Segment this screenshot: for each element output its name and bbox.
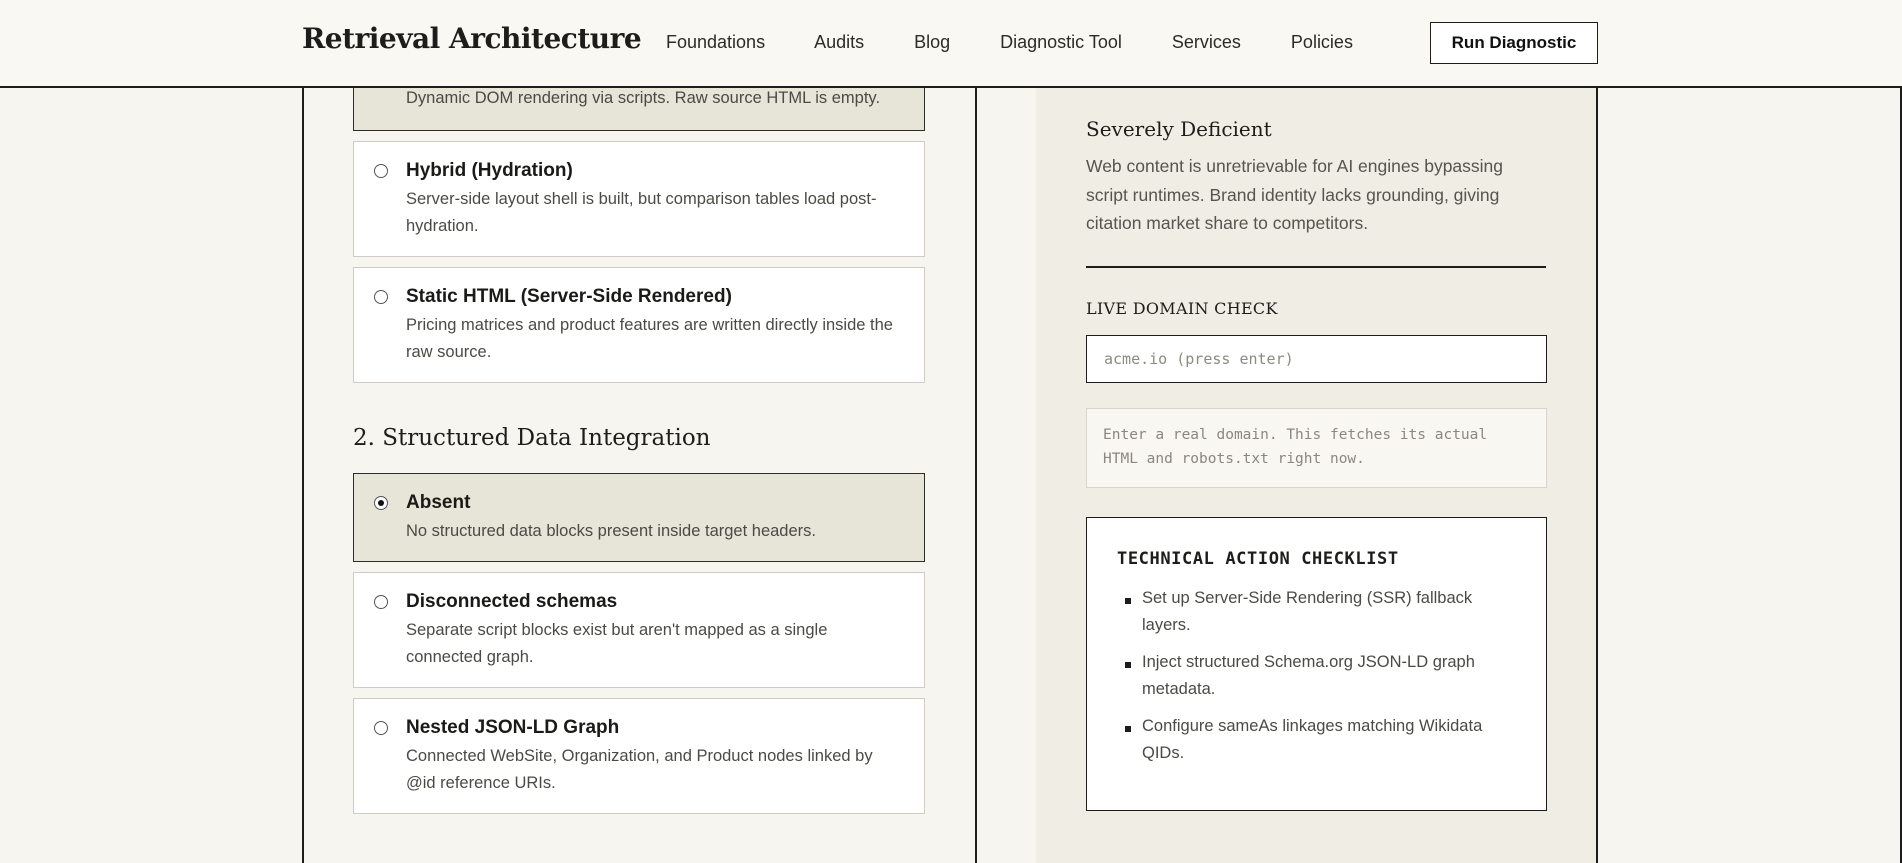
option-description: Server-side layout shell is built, but comparison tables load post-hydration. xyxy=(406,190,877,235)
nav-services[interactable]: Services xyxy=(1171,32,1241,52)
main-nav xyxy=(666,32,1403,53)
nav-audits[interactable]: Audits xyxy=(814,32,865,52)
nav-policies[interactable]: Policies xyxy=(1290,32,1353,52)
nav-foundations[interactable]: Foundations xyxy=(666,32,766,52)
option-title: Absent xyxy=(406,492,471,513)
option-description: Separate script blocks exist but aren't mapped as a single connected graph. xyxy=(406,621,828,666)
option-title: Hybrid (Hydration) xyxy=(406,160,573,181)
structured-option-disconnected[interactable] xyxy=(353,572,925,688)
structured-option-absent[interactable] xyxy=(353,473,925,562)
radio-button-selected[interactable] xyxy=(374,496,388,510)
technical-action-checklist xyxy=(1086,517,1547,811)
content-frame-right xyxy=(1596,88,1598,863)
radio-button[interactable] xyxy=(374,164,388,178)
option-description: Dynamic DOM rendering via scripts. Raw source HTML is empty. xyxy=(406,89,881,107)
structured-option-nested-graph[interactable] xyxy=(353,698,925,814)
rendering-option-static-html[interactable] xyxy=(353,267,925,383)
rendering-option-hybrid[interactable] xyxy=(353,141,925,257)
nav-blog[interactable]: Blog xyxy=(914,32,951,52)
option-description: Pricing matrices and product features are written directly inside the raw source. xyxy=(406,316,893,361)
status-title: Severely Deficient xyxy=(1086,117,1272,141)
nav-diagnostic-tool[interactable]: Diagnostic Tool xyxy=(1000,32,1122,52)
bullet-icon xyxy=(1125,662,1131,668)
brand-logo[interactable]: Retrieval Architecture xyxy=(302,22,642,55)
divider xyxy=(1086,266,1546,268)
option-title: Disconnected schemas xyxy=(406,591,618,612)
run-diagnostic-button[interactable]: Run Diagnostic xyxy=(1430,22,1598,64)
radio-button[interactable] xyxy=(374,595,388,609)
checklist-item: Set up Server-Side Rendering (SSR) fallback layers. xyxy=(1142,589,1473,634)
radio-button[interactable] xyxy=(374,721,388,735)
option-title: Static HTML (Server-Side Rendered) xyxy=(406,286,732,307)
column-divider xyxy=(975,88,977,863)
live-domain-check-label: LIVE DOMAIN CHECK xyxy=(1086,299,1278,318)
status-description: Web content is unretrievable for AI engines bypassing script runtimes. Brand identity lacks grounding, giving citation market share to competitors. xyxy=(1086,156,1504,233)
site-header xyxy=(0,0,1902,88)
option-description: Connected WebSite, Organization, and Product nodes linked by @id reference URIs. xyxy=(406,747,873,792)
checklist-title: TECHNICAL ACTION CHECKLIST xyxy=(1117,549,1399,569)
checklist-item: Configure sameAs linkages matching Wikidata QIDs. xyxy=(1142,717,1483,762)
option-title: Nested JSON-LD Graph xyxy=(406,717,620,738)
section-title-structured-data: 2. Structured Data Integration xyxy=(353,425,711,451)
content-frame-left xyxy=(302,88,304,863)
domain-input[interactable] xyxy=(1086,335,1547,383)
domain-check-hint: Enter a real domain. This fetches its actual HTML and robots.txt right now. xyxy=(1086,408,1547,488)
checklist-item: Inject structured Schema.org JSON-LD graph metadata. xyxy=(1142,653,1475,698)
option-description: No structured data blocks present inside target headers. xyxy=(406,522,816,540)
bullet-icon xyxy=(1125,598,1131,604)
bullet-icon xyxy=(1125,726,1131,732)
radio-button[interactable] xyxy=(374,290,388,304)
